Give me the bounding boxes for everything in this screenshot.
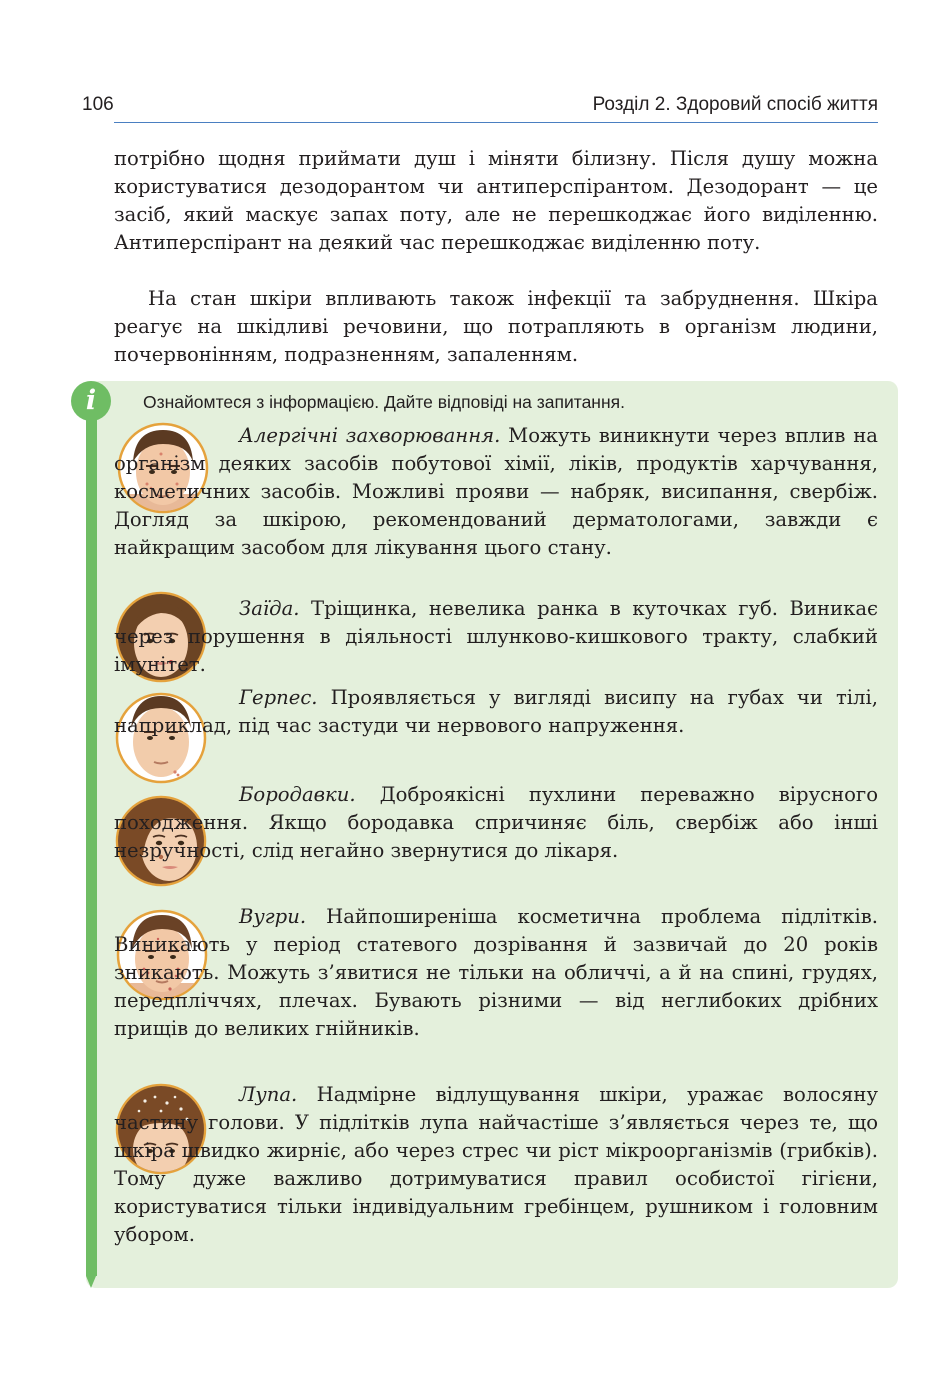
info-box-instruction: Ознайомтеся з інформацією. Дайте відповіді на запитання. <box>143 392 625 412</box>
entry-allergy <box>114 422 878 562</box>
entry-text: Тріщинка, невелика ранка в куточках губ. Виникає через порушення в діяльності шлунково-кишкового тракту, слабкий імунітет. <box>114 597 878 676</box>
entry-acne <box>114 903 878 1043</box>
entry-text: Проявляється у вигляді висипу на губах чи тілі, наприклад, під час застуди чи нервового напруження. <box>114 686 878 737</box>
section-title: Розділ 2. Здоровий спосіб життя <box>592 94 878 115</box>
page-number: 106 <box>82 94 114 115</box>
entry-term: Вугри. <box>239 905 307 928</box>
entry-term: Алергічні захворювання. <box>239 424 501 447</box>
entry-warts <box>114 781 878 865</box>
entry-text: Доброякісні пухлини переважно вірусного походження. Якщо бородавка спричиняє біль, свербіж або інші незручності, слід негайно звернутися до лікаря. <box>114 783 878 862</box>
entry-term: Лупа. <box>239 1083 298 1106</box>
info-box-accent-tip <box>86 1276 96 1288</box>
body-paragraph-2: На стан шкіри впливають також інфекції та забруднення. Шкіра реагує на шкідливі речовини, що потрапляють в організм людини, почервонінням, подразненням, запаленням. <box>114 287 878 366</box>
page-header <box>82 94 878 120</box>
entry-term: Бородавки. <box>239 783 356 806</box>
info-box-accent-bar <box>86 404 97 1276</box>
entry-text: Можуть виникнути через вплив на організм деяких засобів побутової хімії, ліків, продуктів харчування, косметичних засобів. Можливі прояви — набряк, висипання, свербіж. Догляд за шкірою, рекомендований дерматологами, завжди є найкращим засобом для лікування цього стану. <box>114 424 878 559</box>
entry-herpes <box>114 684 878 740</box>
body-paragraph-1: потрібно щодня приймати душ і міняти білизну. Після душу можна користуватися дезодорантом чи антиперспірантом. Дезодорант — це засіб, який маскує запах поту, але не перешкоджає його виділенню. Антиперспірант на деякий час перешкоджає виділенню поту. <box>114 147 878 254</box>
entry-term: Герпес. <box>239 686 318 709</box>
entry-angular-cheilitis <box>114 595 878 679</box>
entry-text: Найпоширеніша косметична проблема підлітків. Виникають у період статевого дозрівання й зазвичай до 20 років зникають. Можуть з’явитися не тільки на обличчі, а й на спині, грудях, передпліччях, плечах. Бувають різними — від неглибоких дрібних прищів до великих гнійників. <box>114 905 878 1040</box>
entry-text: Надмірне відлущування шкіри, уражає волосяну частину голови. У підлітків лупа найчастіше з’являється через те, що шкіра швидко жирніє, або через стрес чи ріст мікроорганізмів (грибків). Тому дуже важливо дотримуватися правил особистої гігієни, користуватися тільки індивідуальним гребінцем, рушником і головним убором. <box>114 1083 878 1246</box>
info-icon: i <box>71 381 111 421</box>
entry-dandruff <box>114 1081 878 1249</box>
entry-term: Заїда. <box>239 597 300 620</box>
header-divider <box>114 122 878 123</box>
